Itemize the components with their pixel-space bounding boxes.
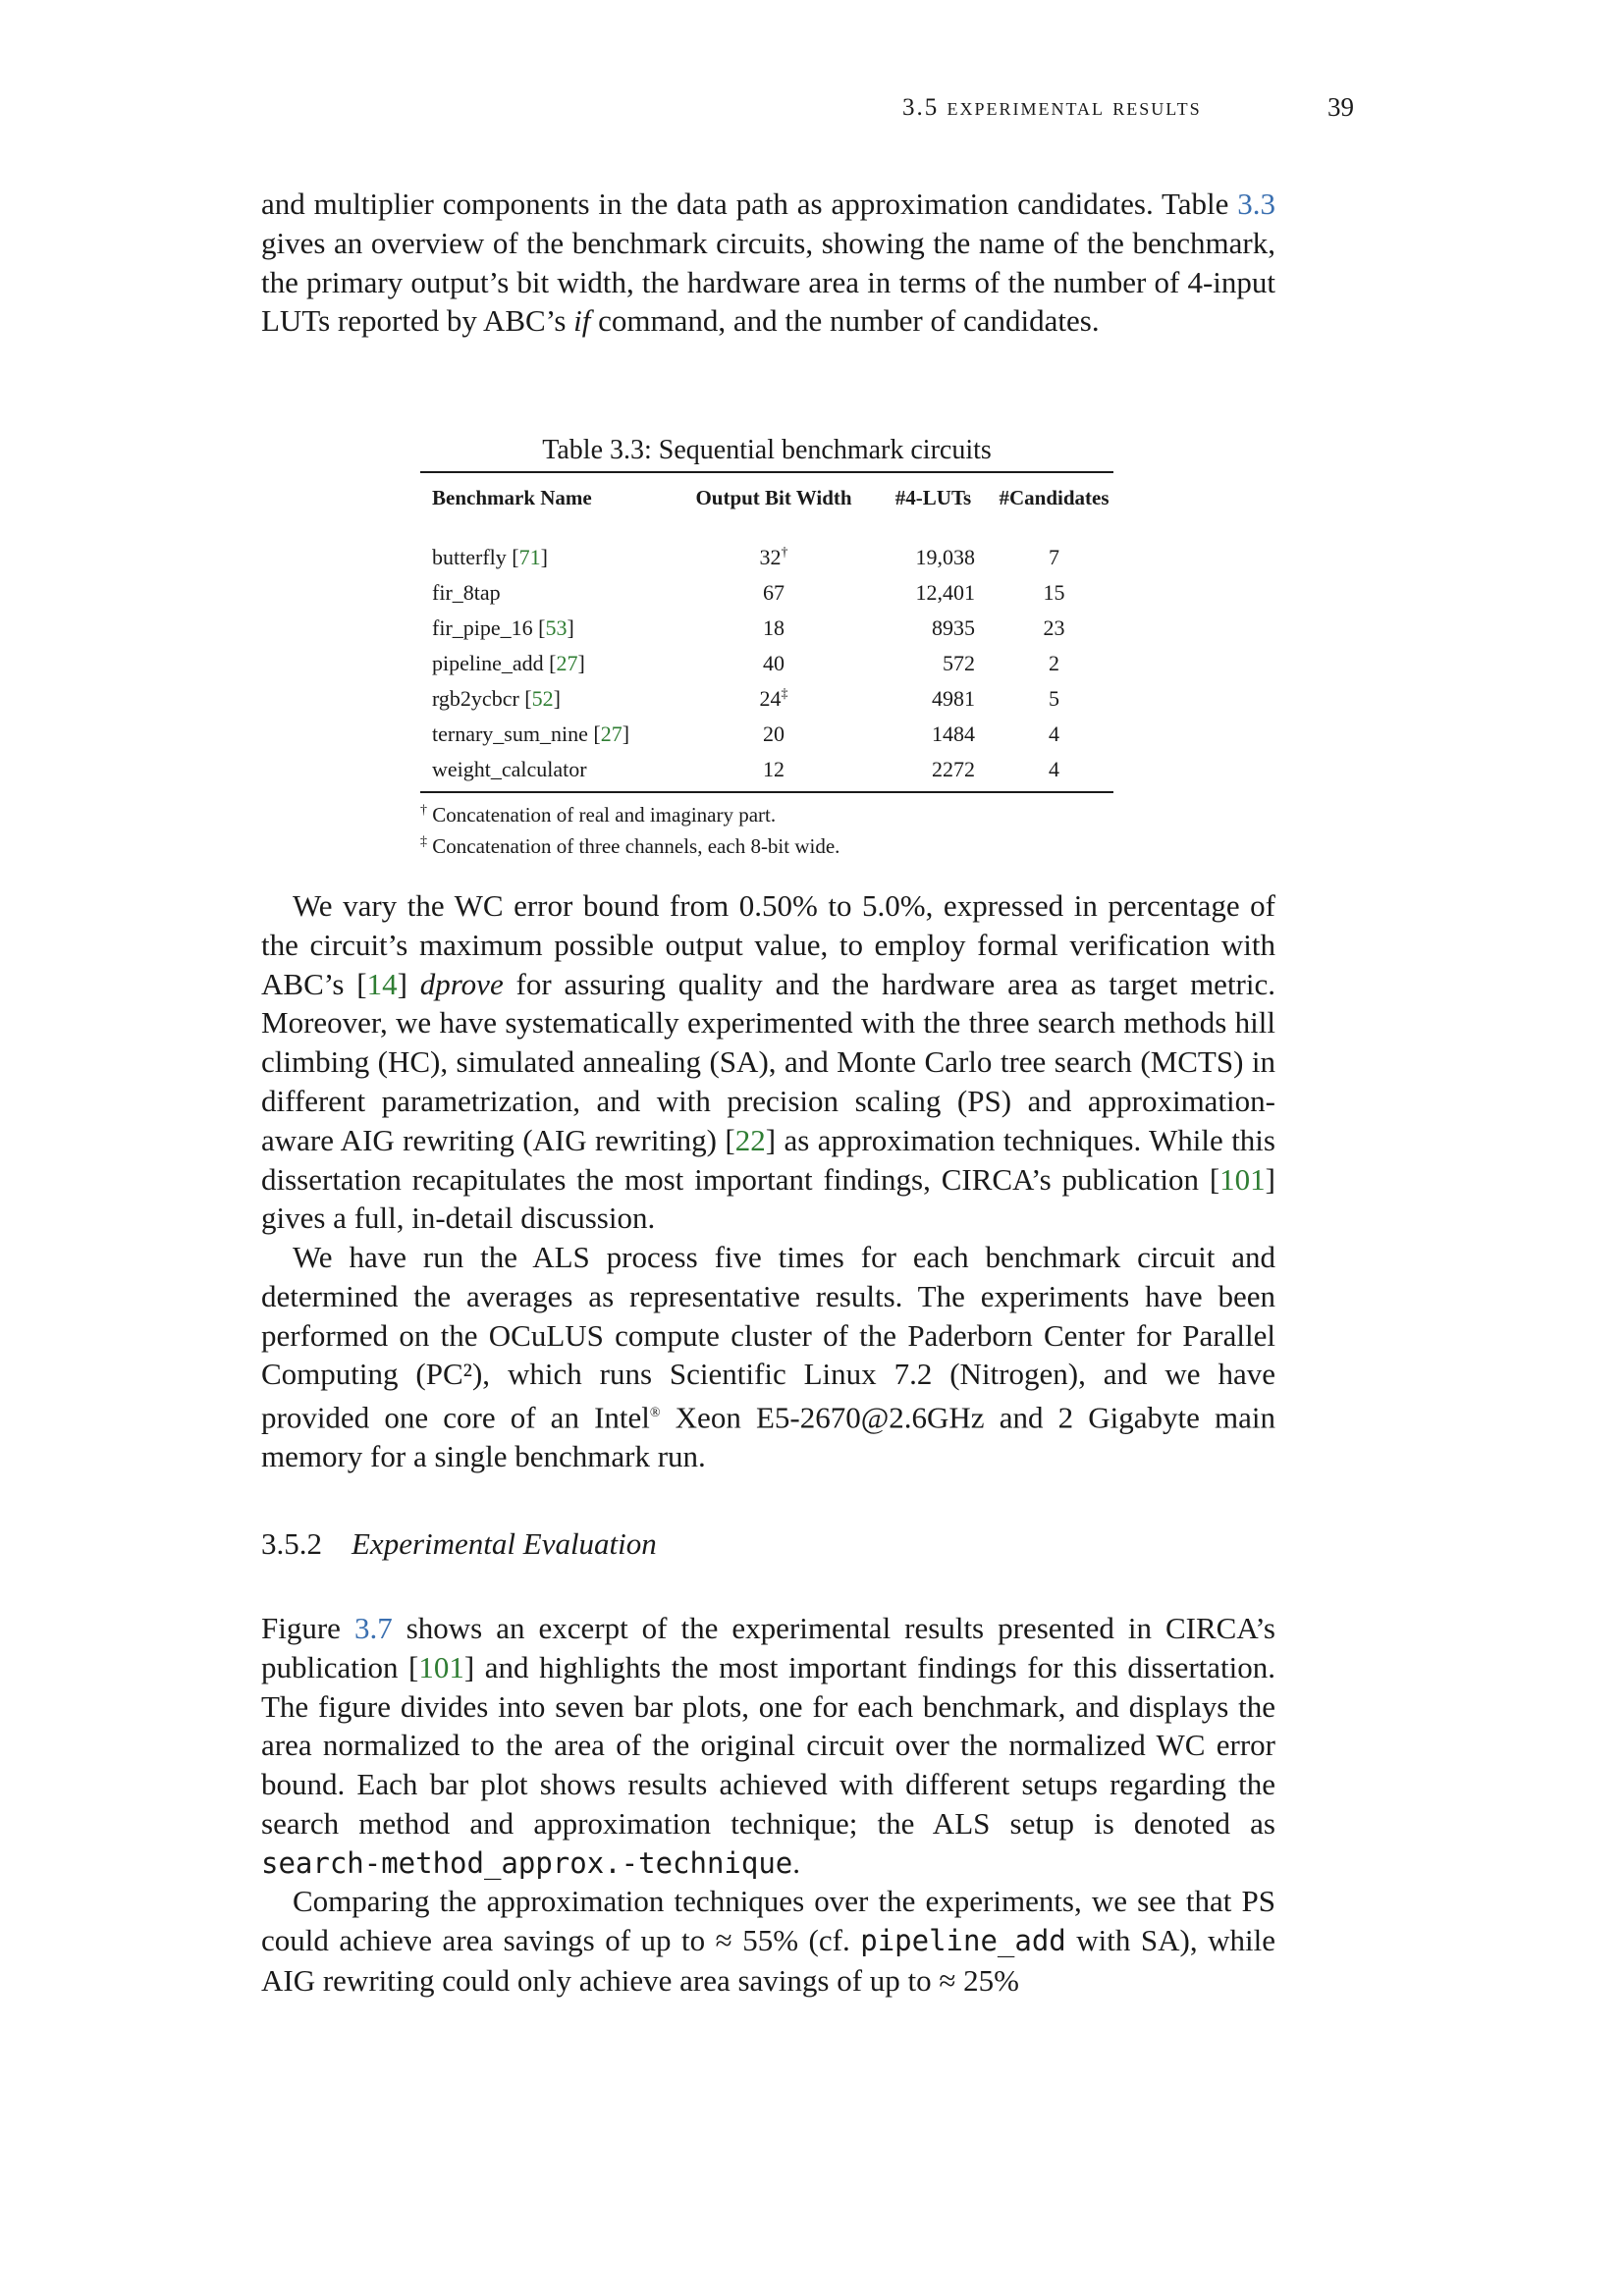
cell-output-bit-width: [676, 611, 872, 646]
cell-candidates: 23: [1043, 615, 1065, 640]
benchmark-name: fir_8tap: [432, 580, 501, 605]
footnote-2: [420, 828, 1113, 860]
table-row: [420, 752, 1113, 791]
col-header-bitwidth: Output Bit Width: [695, 485, 852, 509]
citation-link[interactable]: 71: [518, 545, 541, 569]
cell-output-bit-width: [676, 575, 872, 611]
text-run: .: [792, 1844, 800, 1880]
text-run: ] as approximation techniques. While this dissertation recapitulates the most important findings, CIRCA’s publication [: [261, 1122, 1275, 1197]
citation-link[interactable]: 14: [366, 966, 398, 1001]
cell-luts: 4981: [932, 686, 975, 711]
bit-width-value: 20: [763, 721, 785, 746]
col-header-candidates: #Candidates: [999, 485, 1110, 509]
footnote-text: Concatenation of real and imaginary part.: [432, 803, 777, 827]
table-reference-link[interactable]: 3.3: [1237, 187, 1275, 221]
table-row: [420, 611, 1113, 646]
footnote-mark: ‡: [420, 834, 427, 849]
text-run: ]: [397, 966, 420, 1001]
cell-candidates: 15: [1043, 580, 1065, 605]
cell-luts: 19,038: [915, 545, 975, 569]
subsection-title: Experimental Evaluation: [352, 1526, 657, 1561]
table-row: [420, 575, 1113, 611]
benchmark-name: ternary_sum_nine: [432, 721, 588, 746]
cell-luts: 8935: [932, 615, 975, 640]
bit-width-value: 32: [759, 545, 782, 569]
cell-benchmark-name: butterfly [71]: [432, 545, 548, 569]
col-header-name: Benchmark Name: [432, 485, 592, 509]
footnote-mark: †: [420, 803, 427, 818]
table-row: [420, 681, 1113, 717]
benchmark-name: rgb2ycbcr: [432, 686, 519, 711]
code-setup-notation: search-method_approx.-technique: [261, 1845, 793, 1880]
text-run: Comparing the approximation techniques over the experiments, we see that PS could achieve area savings of up to ≈ 55% (cf.: [261, 1884, 1275, 1957]
text-run: for assuring quality and the hardware area as target metric. Moreover, we have systematically experimented with the three search methods hill climbing (HC), simulated annealing (SA), and Monte Carlo tree search (MCTS) in different parametrization, and with precision scaling (PS) and approximation-aware AIG rewriting (AIG rewriting) [: [261, 966, 1275, 1157]
cell-benchmark-name: fir_pipe_16 [53]: [432, 615, 574, 640]
cell-benchmark-name: rgb2ycbcr [52]: [432, 686, 561, 711]
code-benchmark-name: pipeline_add: [860, 1923, 1066, 1957]
citation-link[interactable]: 22: [734, 1122, 766, 1157]
cell-candidates: 4: [1049, 721, 1059, 746]
cell-benchmark-name: ternary_sum_nine [27]: [432, 721, 630, 746]
text-run: Xeon E5-2670@2.6GHz and 2 Gigabyte main memory for a single benchmark run.: [261, 1400, 1275, 1474]
cell-luts: 2272: [932, 757, 975, 781]
bit-width-value: 40: [763, 651, 785, 675]
footnote-text: Concatenation of three channels, each 8-bit wide.: [432, 834, 840, 858]
page-number: 39: [1327, 92, 1354, 122]
figure-reference-link[interactable]: 3.7: [353, 1611, 393, 1645]
benchmark-table: [420, 473, 1113, 791]
text-run: ] and highlights the most important findings for this dissertation. The figure divides into seven bar plots, one for each benchmark, and displays the area normalized to the area of the original circuit over the normalized WC error bound. Each bar plot shows results achieved with different setups regarding the search method and approximation technique; the ALS setup is denoted as: [261, 1649, 1276, 1841]
text-run: with SA), while AIG rewriting could only achieve area savings of up to ≈ 25%: [261, 1922, 1275, 1998]
text-run: and multiplier components in the data path as approximation candidates. Table: [261, 187, 1238, 221]
paragraph-error-bound: [261, 886, 1275, 1238]
cell-candidates: 2: [1049, 651, 1059, 675]
table-row: [420, 646, 1113, 681]
header-section-title: 3.5 experimental results: [902, 94, 1202, 121]
text-run: We vary the WC error bound from 0.50% to 5.0%, expressed in percentage of the circuit’s maximum possible output value, to employ formal verification with ABC’s [: [261, 888, 1275, 1001]
bit-width-value: 24: [759, 686, 782, 711]
table-header-row: [420, 473, 1113, 522]
footnote-mark: †: [781, 545, 788, 561]
cell-output-bit-width: [676, 681, 872, 717]
cell-benchmark-name: [420, 575, 676, 611]
bit-width-value: 67: [763, 580, 785, 605]
text-run: shows an excerpt of the experimental results presented in CIRCA’s publication [: [261, 1611, 1275, 1684]
table-bottom-rule: [420, 791, 1113, 793]
benchmark-name: weight_calculator: [432, 757, 587, 781]
command-name: if: [573, 303, 591, 339]
cell-benchmark-name: [420, 752, 676, 791]
benchmark-name: pipeline_add: [432, 651, 544, 675]
citation-link[interactable]: 52: [531, 686, 554, 711]
citation-link[interactable]: 101: [1219, 1161, 1266, 1197]
text-run: ] gives a full, in-detail discussion.: [261, 1161, 1275, 1236]
registered-mark: ®: [649, 1406, 661, 1421]
text-run: command, and the number of candidates.: [590, 303, 1100, 339]
citation-link[interactable]: 27: [600, 721, 623, 746]
benchmark-table-block: [420, 430, 1113, 860]
paragraph-experiment-setup: [261, 1238, 1275, 1476]
cell-output-bit-width: [676, 752, 872, 791]
cell-benchmark-name: pipeline_add [27]: [432, 651, 585, 675]
table-row: [420, 717, 1113, 752]
text-run: Figure: [261, 1611, 354, 1645]
paragraph-comparison: [261, 1882, 1275, 2000]
intro-paragraph: [261, 185, 1275, 341]
benchmark-name: butterfly: [432, 545, 507, 569]
cell-output-bit-width: [676, 717, 872, 752]
cell-luts: 12,401: [915, 580, 975, 605]
benchmark-name: fir_pipe_16: [432, 615, 533, 640]
cell-candidates: 5: [1049, 686, 1059, 711]
table-body: [420, 522, 1113, 791]
text-run: gives an overview of the benchmark circuits, showing the name of the benchmark, the primary output’s bit width, the hardware area in terms of the number of 4-input LUTs reported by ABC’s: [261, 225, 1275, 339]
cell-output-bit-width: [676, 522, 872, 575]
bit-width-value: 12: [763, 757, 785, 781]
col-header-luts: #4-LUTs: [894, 485, 972, 509]
cell-luts: 572: [943, 651, 975, 675]
citation-link[interactable]: 53: [545, 615, 568, 640]
table-row: [420, 522, 1113, 575]
text-run: We have run the ALS process five times for each benchmark circuit and determined the averages as representative results. The experiments have been performed on the OCuLUS compute cluster of the Paderborn Center for Parallel Computing (PC²), which runs Scientific Linux 7.2 (Nitrogen), and we have provided one core of an Intel: [261, 1240, 1275, 1435]
table-caption: Table 3.3: Sequential benchmark circuits: [542, 435, 992, 465]
bit-width-value: 18: [763, 615, 785, 640]
cell-candidates: 7: [1049, 545, 1059, 569]
table-footnotes: [420, 797, 1113, 860]
citation-link[interactable]: 27: [556, 651, 578, 675]
tool-name: dprove: [419, 966, 504, 1001]
subsection-number: 3.5.2: [261, 1526, 322, 1561]
cell-output-bit-width: [676, 646, 872, 681]
subsection-heading: [261, 1526, 657, 1562]
cell-luts: 1484: [932, 721, 975, 746]
footnote-1: [420, 797, 1113, 828]
cell-candidates: 4: [1049, 757, 1059, 781]
paragraph-figure-description: [261, 1609, 1275, 1884]
footnote-mark: ‡: [781, 686, 788, 702]
citation-link[interactable]: 101: [418, 1649, 464, 1684]
